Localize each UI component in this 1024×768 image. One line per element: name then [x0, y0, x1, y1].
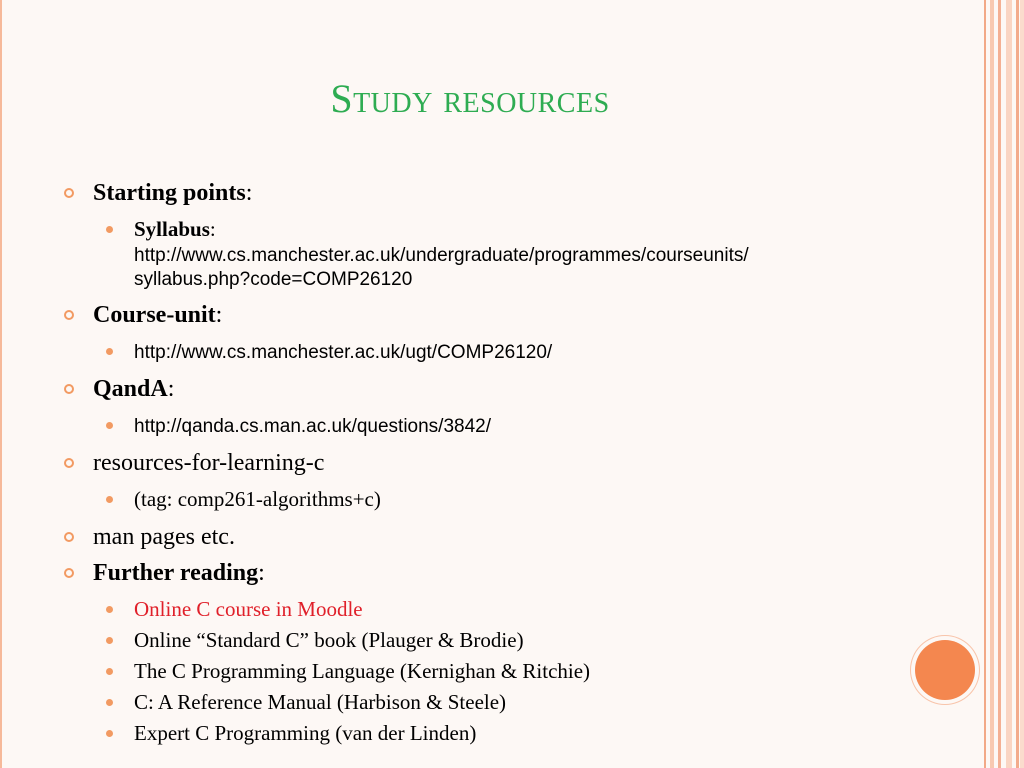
dot-bullet-icon — [106, 348, 113, 355]
sub-item-tag — [62, 484, 942, 514]
sub-item-qanda-url — [62, 410, 942, 440]
circle-bullet-icon — [64, 532, 74, 542]
circle-bullet-icon — [64, 384, 74, 394]
dot-bullet-icon — [106, 668, 113, 675]
sub-item-syllabus: Syllabus: http://www.cs.manchester.ac.uk/undergraduate/programmes/courseunits/ syllabus.php?code=COMP26120 — [62, 214, 942, 292]
sub-item-text: C: A Reference Manual (Harbison & Steele) — [134, 690, 507, 714]
circle-bullet-icon — [64, 458, 74, 468]
circle-bullet-icon — [64, 188, 74, 198]
dot-bullet-icon — [106, 226, 113, 233]
course-unit-link[interactable]: http://www.cs.manchester.ac.uk/ugt/COMP26120/ — [134, 342, 553, 363]
list-item-qanda: QandA: — [62, 374, 942, 404]
list-item-starting-points: Starting points: — [62, 178, 942, 208]
right-decorative-stripes — [984, 0, 1024, 768]
sub-item-course-unit-url — [62, 336, 942, 366]
list-item-course-unit: Course-unit: — [62, 300, 942, 330]
sub-item-reference-manual — [62, 687, 942, 717]
dot-bullet-icon — [106, 730, 113, 737]
qanda-link[interactable]: http://qanda.cs.man.ac.uk/questions/3842/ — [134, 416, 492, 437]
sub-item-text: Online “Standard C” book (Plauger & Brodie) — [134, 628, 524, 652]
slide-content — [62, 178, 942, 749]
sub-item-text: Expert C Programming (van der Linden) — [134, 721, 477, 745]
sub-item-label: Syllabus — [134, 217, 210, 241]
circle-bullet-icon — [64, 310, 74, 320]
dot-bullet-icon — [106, 699, 113, 706]
item-label: man pages etc. — [93, 524, 235, 550]
dot-bullet-icon — [106, 606, 113, 613]
sub-item-kr-book — [62, 656, 942, 686]
list-item-resources-for-learning-c — [62, 448, 942, 478]
item-label: Starting points — [93, 180, 246, 206]
item-label: Course-unit — [93, 302, 216, 328]
dot-bullet-icon — [106, 637, 113, 644]
sub-item-moodle — [62, 594, 942, 624]
list-item-man-pages — [62, 522, 942, 552]
syllabus-link[interactable]: http://www.cs.manchester.ac.uk/undergraduate/programmes/courseunits/ — [134, 245, 749, 266]
moodle-course-link[interactable]: Online C course in Moodle — [134, 597, 363, 621]
sub-item-text: (tag: comp261-algorithms+c) — [134, 487, 381, 511]
list-item-further-reading: Further reading: — [62, 558, 942, 588]
syllabus-link-continued[interactable]: syllabus.php?code=COMP26120 — [134, 269, 413, 290]
dot-bullet-icon — [106, 422, 113, 429]
circle-bullet-icon — [64, 568, 74, 578]
sub-item-standard-c-book — [62, 625, 942, 655]
item-label: Further reading — [93, 560, 259, 586]
item-label: resources-for-learning-c — [93, 450, 325, 476]
sub-item-text: The C Programming Language (Kernighan & Ritchie) — [134, 659, 591, 683]
dot-bullet-icon — [106, 496, 113, 503]
item-label: QandA — [93, 376, 168, 402]
slide-title: Study resources — [330, 76, 610, 121]
sub-item-expert-c — [62, 718, 942, 748]
